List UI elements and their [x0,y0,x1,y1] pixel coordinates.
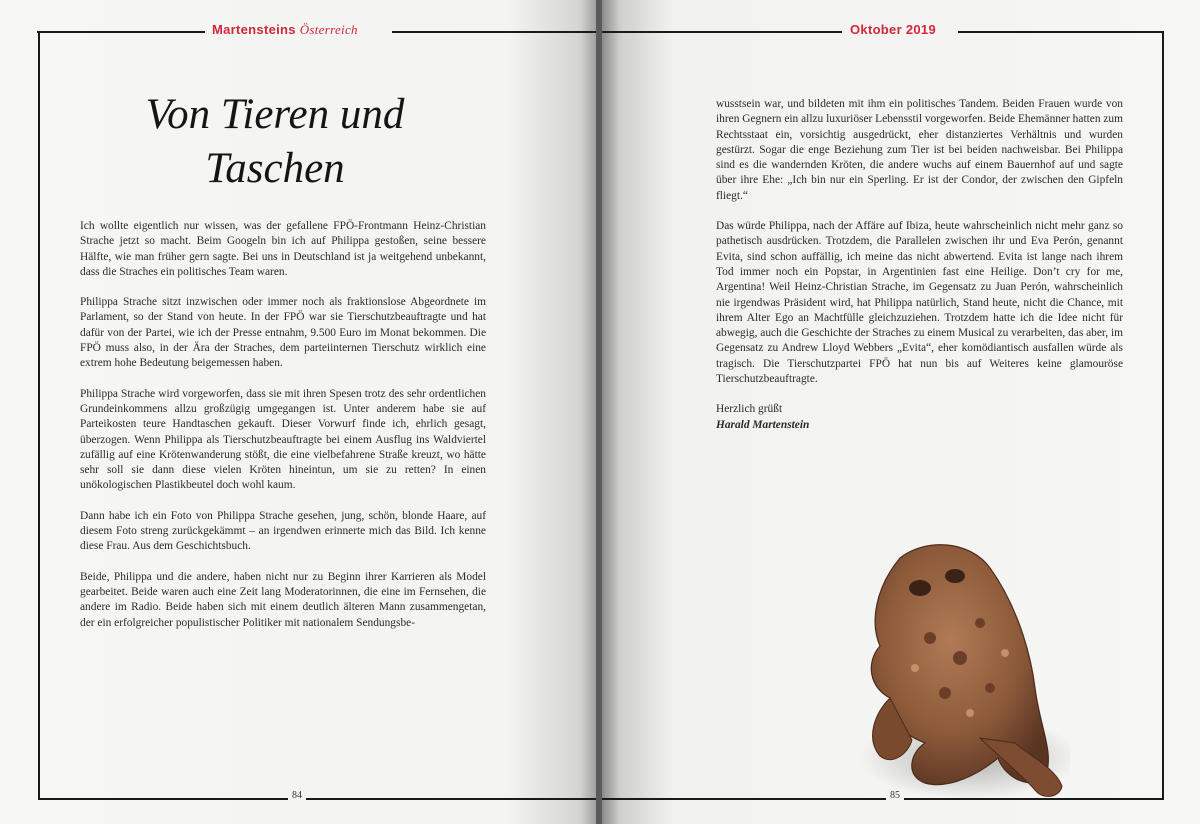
paragraph: wusstsein war, und bildeten mit ihm ein politisches Tandem. Beiden Frauen wurde von ihren Gegnern ein allzu luxuriöser Lebensstil vorgeworfen. Beide Ehemänner hatten zum Rechtsstaat ein, vorsichtig ausgedrückt, eher distanziertes Verhältnis und wurden gestürzt. Sogar die enge Beziehung zum Tier ist bei beiden nachweisbar. Bei Philippa sind es die wandernden Kröten, die andere wuchs auf einem Bauernhof auf und sagte über ihre Ehe: „Ich bin nur ein Sperling. Er ist der Condor, der zwischen den Gipfeln fliegt.“ [716,98,1123,202]
paragraph: Das würde Philippa, nach der Affäre auf Ibiza, heute wahrscheinlich nicht mehr ganz so pathetisch ausdrücken. Trotzdem, die Parallelen zwischen ihr und Eva Perón, genannt Evita, sind schon auffällig, ich meine das nicht abwertend. Evita ist lange nach ihrem Tod immer noch ein Popstar, in Argentinien fast eine Heilige. Don’t cry for me, Argentina! Weil Heinz-Christian Strache, im Gegensatz zu Juan Perón, wahrscheinlich nie irgendwas Präsident wird, hat Philippa natürlich, Stand heute, nicht die Chance, mit ihrem Alter Ego an Machtfülle gleichzuziehen. Trotzdem hatte ich die Idee nicht für abwegig, auch die Geschichte der Straches zu einem Musical zu verarbeiten, das aber, im Gegensatz zu Andrew Lloyd Webbers „Evita“, eher komödiantisch ausfallen würde als tragisch. Die Tierschutzpartei FPÖ hat nun bis auf Weiteres keine glamouröse Tierschutzbeauftragte. [716,220,1123,386]
page-number-left: 84 [288,790,306,801]
title-line-2: Taschen [205,145,345,192]
footer-rule-left [38,798,598,800]
author-signature: Harald Martenstein [716,418,810,431]
header-rule-left-a [37,31,205,33]
article-title [90,88,460,196]
right-column-text [716,97,1123,433]
paragraph: Beide, Philippa und die andere, haben nicht nur zu Beginn ihrer Karrieren als Model gearbeitet. Beide waren auch eine Zeit lang Moderatorinnen, die eine im Fernsehen, die andere im Radio. Beide haben sich mit einem deutlich älteren Mann zusammengetan, der ein erfolgreicher populistischer Politiker mit nationalem Sendungsbe- [80,570,486,629]
header-rule-left-b [392,31,598,33]
frame-rule-right [1162,31,1164,799]
page-number-right: 85 [886,790,904,801]
toad-photo [830,528,1070,808]
header-country: Österreich [299,22,358,37]
paragraph: Philippa Strache wird vorgeworfen, dass sie mit ihren Spesen trotz des sehr ordentlichen Grundeinkommens allzu großzügig umgegangen ist. Unter anderem habe sie auf Parteikosten teure Handtaschen gekauft. Dieser Vorwurf finde ich, ehrlich gesagt, überzogen. Wenn Philippa als Tierschutzbeauftragte bei einem Ausflug ins Waldviertel zufällig auf eine Krötenwanderung stößt, die eine vielbefahrene Straße kreuzt, wo hätte sehr soll sie dann diese vielen Kröten hineintun, um sie zu retten? In einen unökologischen Plastikbeutel doch wohl kaum. [80,387,486,492]
running-header-right: Oktober 2019 [850,22,936,37]
right-page [602,0,1200,824]
title-line-1: Von Tieren und [145,91,405,138]
paragraph: Dann habe ich ein Foto von Philippa Strache gesehen, jung, schön, blonde Haare, auf diesem Foto streng zurückgekämmt – an irgendwen erinnerte mich das Bild. Ich kenne diese Frau. Aus dem Geschichtsbuch. [80,509,486,553]
header-rule-right-b [958,31,1164,33]
left-column-text [80,219,486,646]
paragraph: Ich wollte eigentlich nur wissen, was der gefallene FPÖ-Frontmann Heinz-Christian Strache jetzt so macht. Beim Googeln bin ich auf Philippa gestoßen, seine bessere Hälfte, wie man früher gern sagte. Bei uns in Deutschland ist ja weitgehend unbekannt, dass die Straches ein politisches Team waren. [80,220,486,278]
header-magazine-name: Martensteins [212,22,296,37]
paragraph: Philippa Strache sitzt inzwischen oder immer noch als fraktionslose Abgeordnete im Parlament, so der Stand von heute. In der FPÖ war sie Tierschutzbeauftragte und hat dafür von der Partei, wie ich der Presse entnahm, 9.500 Euro im Monat bekommen. Die FPÖ muss also, in der Ära der Straches, dem parteiinternen Tierschutz wirklich eine extrem hohe Bedeutung beigemessen haben. [80,296,486,370]
frame-rule-left [38,31,40,799]
closing-greeting: Herzlich grüßt [716,403,783,416]
header-rule-right-a [602,31,842,33]
running-header-left [212,22,358,38]
left-page [0,0,598,824]
